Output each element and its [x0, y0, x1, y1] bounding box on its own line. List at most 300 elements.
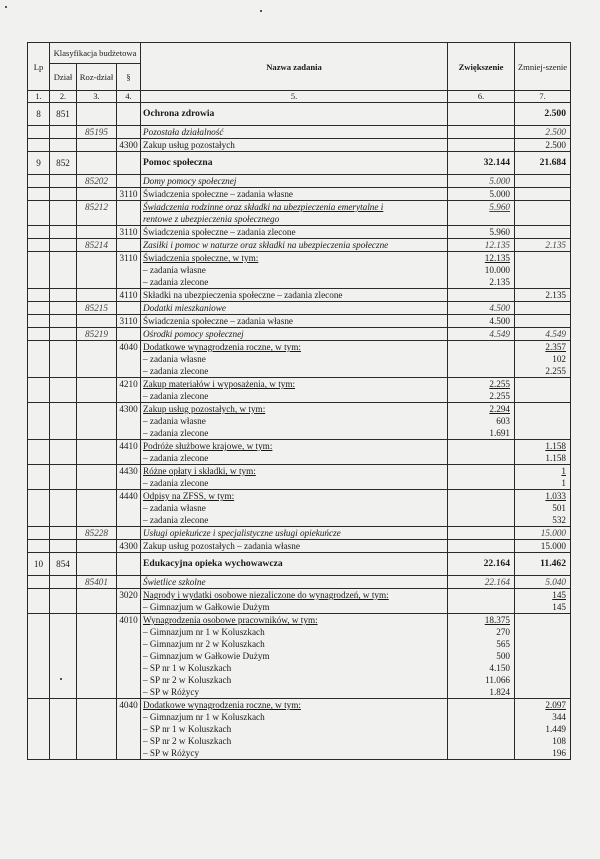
cell-zwiekszenie-line: 603 [496, 416, 511, 426]
cell-nazwa [141, 139, 448, 152]
cell-nazwa-line: Nagrody i wydatki osobowe niezaliczone do wynagrodzeń, w tym: [143, 590, 389, 600]
cell-zmniejszenie-line [517, 378, 566, 390]
item-row [28, 699, 571, 760]
cell-nazwa [141, 289, 448, 302]
cell-zmniejszenie [515, 139, 571, 152]
cell-rozdzial [77, 699, 117, 760]
cell-nazwa-line: – zadania zlecone [143, 428, 209, 438]
cell-lp [28, 302, 50, 315]
cell-paragraf: 3110 [117, 226, 141, 239]
cell-dzial: 854 [50, 553, 77, 576]
cell-rozdzial [77, 139, 117, 152]
cell-zwiekszenie-line [450, 365, 510, 377]
subsection-row [28, 527, 571, 540]
cell-zmniejszenie-line [517, 662, 566, 674]
cell-zwiekszenie [448, 465, 515, 490]
cell-zmniejszenie [515, 378, 571, 403]
cell-nazwa [141, 302, 448, 315]
cell-zwiekszenie [448, 440, 515, 465]
cell-lp [28, 403, 50, 440]
cell-zmniejszenie [515, 614, 571, 699]
item-row [28, 614, 571, 699]
item-row [28, 188, 571, 201]
colnum-4: 4. [117, 91, 141, 103]
cell-dzial [50, 378, 77, 403]
cell-zmniejszenie [515, 576, 571, 589]
cell-zwiekszenie [448, 699, 515, 760]
cell-zwiekszenie [448, 226, 515, 239]
cell-nazwa [141, 440, 448, 465]
cell-nazwa [141, 126, 448, 139]
item-row [28, 490, 571, 527]
cell-zmniejszenie [515, 188, 571, 201]
cell-zmniejszenie-line [517, 315, 566, 327]
cell-zwiekszenie [448, 175, 515, 188]
cell-zwiekszenie-line [450, 452, 510, 464]
cell-nazwa-line: Składki na ubezpieczenia społeczne – zadania zlecone [143, 290, 343, 300]
cell-paragraf: 3110 [117, 315, 141, 328]
cell-zmniejszenie [515, 252, 571, 289]
cell-rozdzial: 85215 [77, 302, 117, 315]
cell-nazwa [141, 540, 448, 553]
cell-zwiekszenie [448, 139, 515, 152]
cell-dzial: 851 [50, 103, 77, 126]
cell-dzial [50, 527, 77, 540]
cell-lp [28, 126, 50, 139]
cell-zmniejszenie [515, 341, 571, 378]
cell-paragraf: 4300 [117, 139, 141, 152]
cell-zwiekszenie-line: 18.375 [484, 615, 511, 625]
colnum-2: 2. [50, 91, 77, 103]
cell-lp [28, 188, 50, 201]
cell-zwiekszenie [448, 576, 515, 589]
cell-zmniejszenie-line: 11.462 [540, 558, 567, 569]
item-row [28, 378, 571, 403]
cell-lp [28, 201, 50, 226]
cell-zwiekszenie-line [450, 601, 510, 613]
cell-dzial [50, 126, 77, 139]
cell-lp: 9 [28, 152, 50, 175]
cell-nazwa [141, 103, 448, 126]
header-dzial: Dział [50, 64, 77, 91]
cell-zmniejszenie-line [517, 403, 566, 415]
cell-zwiekszenie-line: 10.000 [484, 265, 511, 275]
cell-dzial [50, 576, 77, 589]
cell-nazwa-line: – zadania własne [143, 503, 206, 513]
cell-nazwa [141, 341, 448, 378]
cell-nazwa [141, 226, 448, 239]
cell-nazwa-line: – zadania własne [143, 265, 206, 275]
cell-lp [28, 239, 50, 252]
cell-zmniejszenie-line: 15.000 [540, 528, 567, 538]
cell-zwiekszenie-line [450, 126, 510, 138]
header-lp: Lp [28, 43, 50, 91]
header-klasyfikacja: Klasyfikacja budżetowa [50, 43, 141, 64]
cell-rozdzial [77, 289, 117, 302]
cell-nazwa-line: Ochrona zdrowia [143, 108, 215, 119]
cell-nazwa-line: Różne opłaty i składki, w tym: [143, 466, 256, 476]
cell-paragraf: 4210 [117, 378, 141, 403]
cell-paragraf [117, 527, 141, 540]
cell-dzial [50, 226, 77, 239]
cell-zwiekszenie-line [450, 540, 510, 552]
cell-zwiekszenie [448, 540, 515, 553]
header-zwiekszenie: Zwiększenie [448, 43, 515, 91]
cell-nazwa-line: – SP w Różycy [143, 687, 200, 697]
cell-zwiekszenie-line: 1.691 [489, 428, 511, 438]
cell-dzial: 852 [50, 152, 77, 175]
cell-rozdzial [77, 440, 117, 465]
cell-zwiekszenie-line: 4.500 [489, 303, 511, 313]
cell-nazwa-line: Świadczenia rodzinne oraz składki na ubezpieczenia emerytalne i [143, 202, 384, 212]
colnum-1: 1. [28, 91, 50, 103]
cell-rozdzial [77, 589, 117, 614]
cell-nazwa [141, 465, 448, 490]
cell-zmniejszenie-line [517, 252, 566, 264]
cell-zmniejszenie [515, 201, 571, 226]
cell-zmniejszenie-line: 102 [552, 354, 567, 364]
cell-nazwa-line: – zadania zlecone [143, 391, 209, 401]
cell-paragraf [117, 152, 141, 175]
cell-zwiekszenie-line [450, 747, 510, 759]
cell-paragraf: 4010 [117, 614, 141, 699]
cell-nazwa-line: – zadania zlecone [143, 366, 209, 376]
cell-nazwa-line: rentowe z ubezpieczenia społecznego [143, 214, 280, 224]
cell-rozdzial: 85214 [77, 239, 117, 252]
cell-zwiekszenie [448, 328, 515, 341]
cell-lp [28, 341, 50, 378]
cell-zwiekszenie-line: 4.150 [489, 663, 511, 673]
cell-dzial [50, 465, 77, 490]
cell-zwiekszenie-line: 5.000 [489, 189, 511, 199]
cell-nazwa-line: Domy pomocy społecznej [143, 176, 237, 186]
cell-zwiekszenie-line: 2.135 [489, 277, 511, 287]
cell-nazwa [141, 328, 448, 341]
cell-lp [28, 175, 50, 188]
cell-nazwa-line: Zakup usług pozostałych – zadania własne [143, 541, 300, 551]
cell-zwiekszenie [448, 252, 515, 289]
cell-nazwa-line: Wynagrodzenia osobowe pracowników, w tym: [143, 615, 318, 625]
cell-zwiekszenie-line [450, 341, 510, 353]
cell-zmniejszenie-line [517, 674, 566, 686]
cell-zmniejszenie-line [517, 390, 566, 402]
cell-zmniejszenie [515, 315, 571, 328]
cell-nazwa-line: – SP nr 1 w Koluszkach [143, 663, 232, 673]
cell-nazwa [141, 152, 448, 175]
cell-nazwa-line: – Gimnazjum nr 2 w Koluszkach [143, 639, 265, 649]
cell-nazwa-line: Ośrodki pomocy społecznej [143, 329, 244, 339]
cell-zwiekszenie [448, 553, 515, 576]
cell-lp [28, 540, 50, 553]
cell-zwiekszenie [448, 403, 515, 440]
section-row [28, 103, 571, 126]
cell-zwiekszenie-line [450, 589, 510, 601]
cell-nazwa-line: Edukacyjna opieka wychowawcza [143, 558, 283, 569]
item-row [28, 465, 571, 490]
cell-zmniejszenie-line: 2.500 [545, 127, 567, 137]
cell-zmniejszenie-line: 2.500 [544, 108, 567, 119]
cell-nazwa [141, 239, 448, 252]
cell-zmniejszenie-line: 532 [552, 515, 567, 525]
cell-nazwa [141, 188, 448, 201]
cell-dzial [50, 188, 77, 201]
cell-nazwa-line: Świadczenia społeczne – zadania własne [143, 316, 294, 326]
cell-zwiekszenie-line [450, 735, 510, 747]
cell-lp [28, 699, 50, 760]
cell-nazwa-line: – Gimnazjum nr 1 w Koluszkach [143, 627, 265, 637]
subsection-row [28, 126, 571, 139]
cell-zmniejszenie-line: 1.449 [545, 724, 567, 734]
cell-lp [28, 139, 50, 152]
cell-dzial [50, 315, 77, 328]
cell-zwiekszenie-line [450, 465, 510, 477]
cell-rozdzial [77, 465, 117, 490]
cell-zwiekszenie-line [450, 527, 510, 539]
cell-nazwa-line: Odpisy na ZFSS, w tym: [143, 491, 235, 501]
cell-dzial [50, 201, 77, 226]
cell-zwiekszenie-line: 5.960 [489, 202, 511, 212]
cell-zmniejszenie [515, 152, 571, 175]
cell-paragraf [117, 103, 141, 126]
cell-zmniejszenie-line: 2.357 [545, 342, 567, 352]
cell-zmniejszenie [515, 126, 571, 139]
cell-rozdzial [77, 553, 117, 576]
cell-rozdzial [77, 540, 117, 553]
cell-zwiekszenie-line [450, 723, 510, 735]
cell-zmniejszenie-line: 344 [552, 712, 567, 722]
cell-nazwa [141, 589, 448, 614]
cell-zwiekszenie [448, 490, 515, 527]
column-numbers [28, 91, 571, 103]
cell-zmniejszenie [515, 699, 571, 760]
cell-zwiekszenie-line [450, 711, 510, 723]
cell-nazwa [141, 175, 448, 188]
cell-zmniejszenie-line [517, 188, 566, 200]
cell-paragraf [117, 239, 141, 252]
cell-zmniejszenie-line: 21.684 [539, 157, 567, 168]
cell-nazwa [141, 252, 448, 289]
item-row [28, 315, 571, 328]
cell-zmniejszenie-line [517, 415, 566, 427]
subsection-row [28, 302, 571, 315]
cell-zwiekszenie-line: 5.960 [489, 227, 511, 237]
cell-nazwa-line: Świadczenia społeczne, w tym: [143, 253, 259, 263]
cell-lp [28, 226, 50, 239]
cell-zwiekszenie-line [450, 502, 510, 514]
cell-nazwa-line: – zadania własne [143, 354, 206, 364]
cell-lp [28, 252, 50, 289]
section-row [28, 152, 571, 175]
colnum-6: 6. [448, 91, 515, 103]
cell-nazwa-line: Pozostała działalność [143, 127, 224, 137]
cell-zmniejszenie-line [517, 302, 566, 314]
cell-zwiekszenie [448, 126, 515, 139]
cell-rozdzial: 85219 [77, 328, 117, 341]
cell-rozdzial [77, 378, 117, 403]
cell-lp [28, 315, 50, 328]
cell-rozdzial [77, 341, 117, 378]
cell-zwiekszenie [448, 239, 515, 252]
cell-paragraf: 4040 [117, 699, 141, 760]
header-nazwa: Nazwa zadania [141, 43, 448, 91]
item-row [28, 589, 571, 614]
cell-nazwa [141, 614, 448, 699]
cell-paragraf: 4430 [117, 465, 141, 490]
item-row [28, 540, 571, 553]
cell-dzial [50, 175, 77, 188]
colnum-3: 3. [77, 91, 117, 103]
item-row [28, 341, 571, 378]
cell-zwiekszenie [448, 152, 515, 175]
cell-zmniejszenie [515, 553, 571, 576]
item-row [28, 403, 571, 440]
cell-paragraf: 4300 [117, 540, 141, 553]
cell-paragraf [117, 175, 141, 188]
cell-zwiekszenie-line: 2.255 [489, 391, 511, 401]
cell-nazwa-line: – zadania zlecone [143, 515, 209, 525]
cell-nazwa [141, 403, 448, 440]
cell-nazwa-line: – Gimnazjum w Gałkowie Dużym [143, 602, 270, 612]
cell-nazwa [141, 490, 448, 527]
cell-zmniejszenie-line: 501 [552, 503, 567, 513]
cell-zwiekszenie-line: 2.294 [489, 404, 511, 414]
cell-zwiekszenie [448, 589, 515, 614]
cell-zmniejszenie-line: 145 [552, 590, 567, 600]
cell-nazwa-line: Pomoc społeczna [143, 157, 213, 168]
cell-lp [28, 527, 50, 540]
cell-paragraf: 3020 [117, 589, 141, 614]
cell-nazwa-line: – SP nr 2 w Koluszkach [143, 736, 232, 746]
cell-zwiekszenie-line: 2.255 [489, 379, 511, 389]
cell-zmniejszenie [515, 490, 571, 527]
cell-zwiekszenie-line [450, 108, 510, 120]
cell-lp [28, 576, 50, 589]
cell-zwiekszenie [448, 103, 515, 126]
cell-zwiekszenie-line [450, 440, 510, 452]
subsection-row [28, 201, 571, 226]
cell-rozdzial: 85401 [77, 576, 117, 589]
cell-lp [28, 614, 50, 699]
cell-zwiekszenie-line: 11.066 [485, 675, 511, 685]
cell-paragraf [117, 201, 141, 226]
item-row [28, 440, 571, 465]
cell-zwiekszenie-line [450, 139, 510, 151]
cell-rozdzial: 85228 [77, 527, 117, 540]
cell-zmniejszenie [515, 465, 571, 490]
subsection-row [28, 328, 571, 341]
cell-zmniejszenie [515, 328, 571, 341]
cell-zmniejszenie [515, 175, 571, 188]
cell-paragraf [117, 576, 141, 589]
item-row [28, 139, 571, 152]
cell-rozdzial: 85212 [77, 201, 117, 226]
cell-zwiekszenie-line [450, 353, 510, 365]
cell-zwiekszenie [448, 302, 515, 315]
cell-nazwa-line: Podróże służbowe krajowe, w tym: [143, 441, 273, 451]
cell-paragraf: 4440 [117, 490, 141, 527]
cell-zmniejszenie-line [517, 626, 566, 638]
cell-zmniejszenie [515, 589, 571, 614]
cell-zmniejszenie-line: 1.158 [545, 441, 567, 451]
cell-nazwa-line: – zadania zlecone [143, 453, 209, 463]
cell-nazwa-line: – SP w Różycy [143, 748, 200, 758]
cell-zmniejszenie-line: 2.255 [545, 366, 567, 376]
cell-rozdzial [77, 403, 117, 440]
cell-dzial [50, 289, 77, 302]
cell-zwiekszenie-line: 5.000 [489, 176, 511, 186]
cell-dzial [50, 302, 77, 315]
cell-rozdzial [77, 490, 117, 527]
cell-lp [28, 378, 50, 403]
cell-nazwa [141, 201, 448, 226]
cell-zmniejszenie-line: 1.033 [545, 491, 567, 501]
cell-lp [28, 289, 50, 302]
cell-zwiekszenie-line: 22.164 [483, 558, 511, 569]
cell-zmniejszenie-line [517, 614, 566, 626]
cell-dzial [50, 614, 77, 699]
cell-zmniejszenie-line [517, 226, 566, 238]
cell-nazwa-line: Świadczenia społeczne – zadania własne [143, 189, 294, 199]
cell-zmniejszenie-line: 5.040 [545, 577, 567, 587]
cell-zmniejszenie [515, 226, 571, 239]
cell-paragraf: 4040 [117, 341, 141, 378]
cell-nazwa-line: Zasiłki i pomoc w naturze oraz składki na ubezpieczenia społeczne [143, 240, 389, 250]
cell-rozdzial [77, 614, 117, 699]
cell-nazwa [141, 378, 448, 403]
cell-nazwa-line: Świetlice szkolne [143, 577, 206, 587]
cell-zmniejszenie-line: 196 [552, 748, 567, 758]
cell-zmniejszenie-line [517, 175, 566, 187]
cell-dzial [50, 540, 77, 553]
cell-lp [28, 589, 50, 614]
budget-table [27, 42, 571, 760]
cell-zmniejszenie-line: 2.135 [545, 290, 567, 300]
cell-zmniejszenie [515, 239, 571, 252]
cell-zmniejszenie-line: 2.500 [545, 140, 567, 150]
cell-rozdzial [77, 152, 117, 175]
cell-zmniejszenie [515, 440, 571, 465]
cell-nazwa-line: Świadczenia społeczne – zadania zlecone [143, 227, 296, 237]
cell-rozdzial [77, 103, 117, 126]
item-row [28, 226, 571, 239]
cell-nazwa-line: Usługi opiekuńcze i specjalistyczne usługi opiekuńcze [143, 528, 341, 538]
cell-nazwa [141, 699, 448, 760]
cell-paragraf: 4410 [117, 440, 141, 465]
cell-zmniejszenie-line [517, 638, 566, 650]
cell-zwiekszenie-line: 565 [496, 639, 511, 649]
cell-zmniejszenie-line [517, 213, 566, 225]
cell-paragraf [117, 328, 141, 341]
cell-nazwa-line: – zadania zlecone [143, 478, 209, 488]
cell-zmniejszenie-line [517, 201, 566, 213]
cell-zwiekszenie [448, 341, 515, 378]
cell-lp: 10 [28, 553, 50, 576]
table-header [28, 43, 571, 103]
cell-zmniejszenie-line [517, 427, 566, 439]
cell-nazwa-line: Zakup usług pozostałych, w tym: [143, 404, 266, 414]
cell-zmniejszenie-line: 1 [561, 478, 567, 488]
cell-zwiekszenie-line: 4.500 [489, 316, 511, 326]
cell-lp [28, 490, 50, 527]
cell-zwiekszenie-line: 32.144 [483, 157, 511, 168]
subsection-row [28, 175, 571, 188]
header-zmniejszenie: Zmniej-szenie [515, 43, 571, 91]
section-row [28, 553, 571, 576]
cell-paragraf [117, 126, 141, 139]
cell-paragraf: 4300 [117, 403, 141, 440]
cell-zmniejszenie-line [517, 276, 566, 288]
cell-nazwa-line: Dodatki mieszkaniowe [143, 303, 226, 313]
